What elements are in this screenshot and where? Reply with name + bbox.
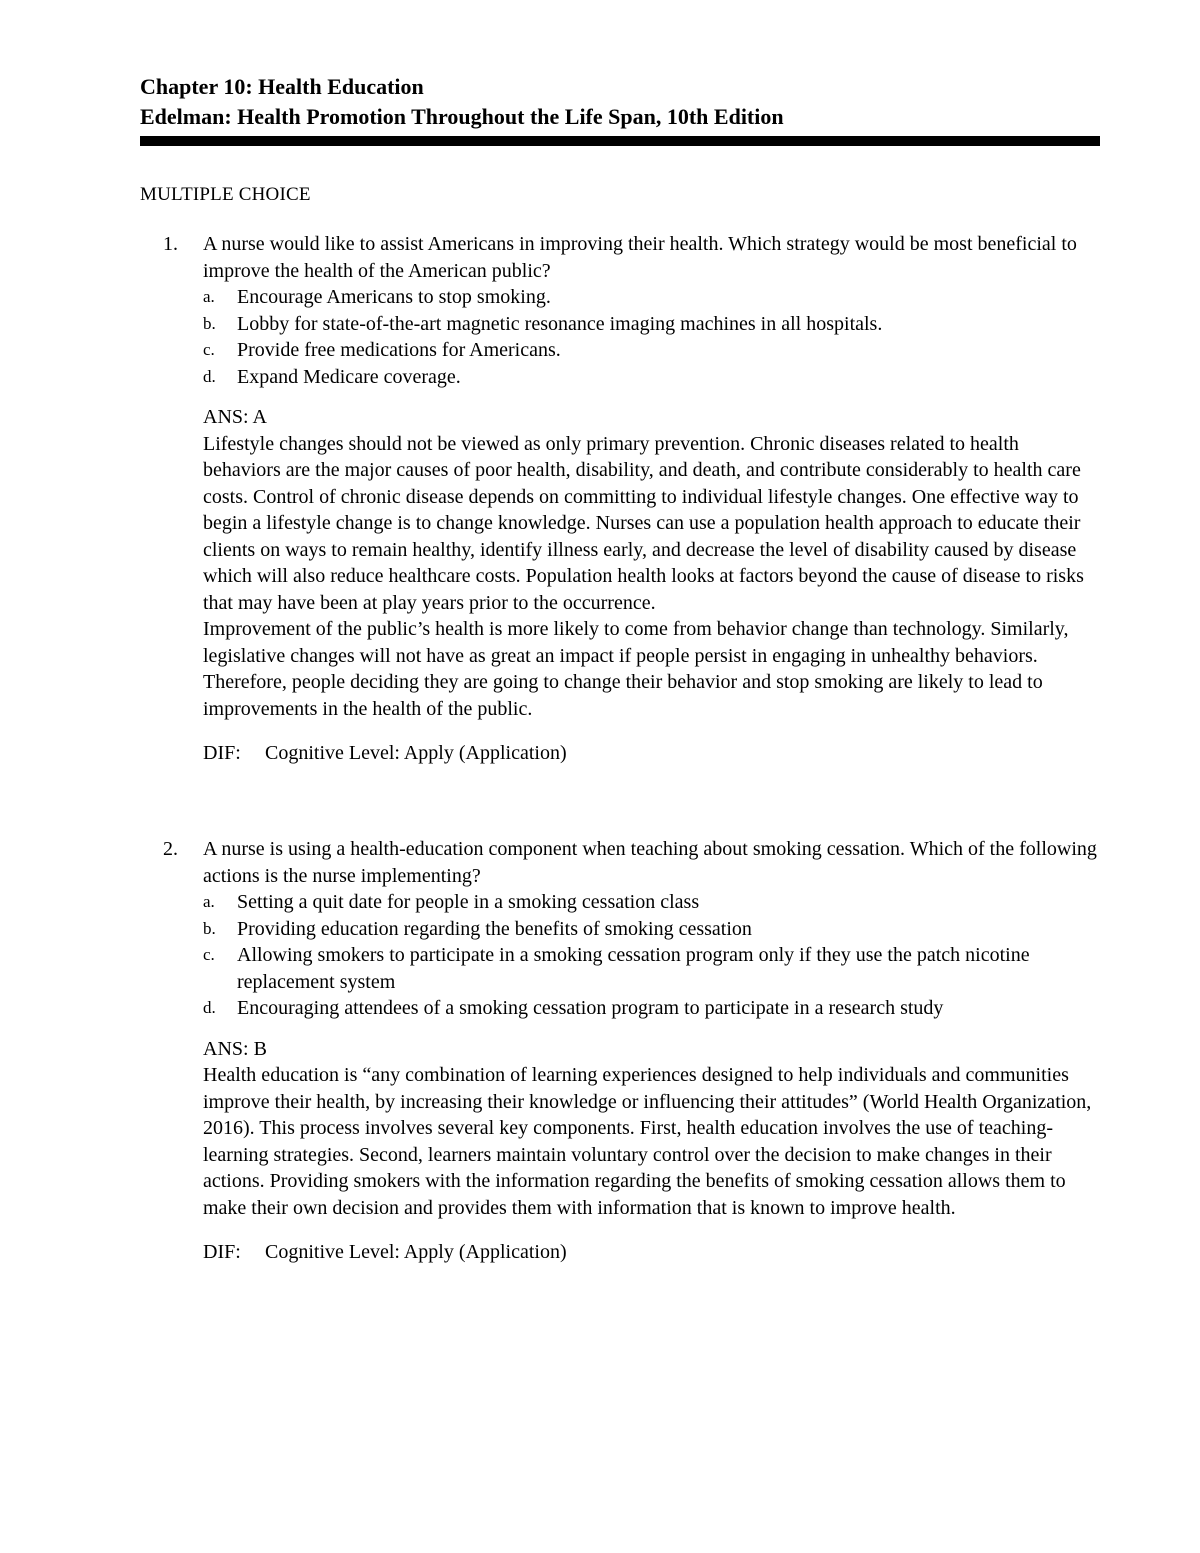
choice-text: Setting a quit date for people in a smoking cessation class: [237, 891, 700, 913]
choice-a: [203, 284, 1100, 311]
dif-value: Cognitive Level: Apply (Application): [265, 1241, 567, 1263]
rationale-paragraph: Lifestyle changes should not be viewed as only primary prevention. Chronic diseases related to health behaviors are the major causes of poor health, disability, and death, and contribute considerably to health care costs. Control of chronic disease depends on committing to individual lifestyle changes. One effective way to begin a lifestyle change is to change knowledge. Nurses can use a population health approach to educate their clients on ways to remain healthy, identify illness early, and decrease the level of disability caused by disease which will also reduce healthcare costs. Population health looks at factors beyond the cause of disease to risks that may have been at play years prior to the occurrence.: [203, 432, 1084, 614]
difficulty-line: [203, 740, 1100, 767]
dif-value: Cognitive Level: Apply (Application): [265, 742, 567, 764]
book-title: Edelman: Health Promotion Throughout the Life Span, 10th Edition: [140, 104, 784, 129]
section-label: MULTIPLE CHOICE: [140, 184, 311, 205]
dif-label: DIF:: [203, 1241, 241, 1263]
choice-letter: d.: [203, 998, 216, 1017]
rationale-paragraph: Improvement of the public’s health is more likely to come from behavior change than technology. Similarly, legislative changes will not have as great an impact if people persist in engaging in unhealthy behaviors. Therefore, people deciding they are going to change their behavior and stop smoking are likely to lead to improvements in the health of the public.: [203, 618, 1069, 720]
choice-list: [203, 889, 1100, 1022]
chapter-title: Chapter 10: Health Education: [140, 74, 424, 99]
question-number: 2.: [163, 838, 178, 860]
question-stem: A nurse is using a health-education component when teaching about smoking cessation. Which of the following actions is the nurse implementing?: [203, 838, 1097, 887]
dif-label: DIF:: [203, 742, 241, 764]
choice-letter: b.: [203, 918, 216, 938]
choice-b: [203, 916, 1100, 943]
question-1: [140, 231, 1100, 767]
choice-letter: a.: [203, 892, 215, 911]
document-header: [140, 72, 1100, 146]
choice-letter: c.: [203, 945, 215, 964]
difficulty-line: [203, 1239, 1100, 1266]
choice-text: Allowing smokers to participate in a smoking cessation program only if they use the patch nicotine replacement system: [237, 944, 1030, 993]
choice-text: Encouraging attendees of a smoking cessation program to participate in a research study: [237, 997, 944, 1019]
choice-d: [203, 995, 1100, 1022]
choice-letter: c.: [203, 340, 215, 359]
choice-letter: d.: [203, 366, 216, 386]
choice-c: [203, 337, 1100, 364]
question-number: 1.: [163, 233, 178, 255]
question-stem: A nurse would like to assist Americans in improving their health. Which strategy would be most beneficial to improve the health of the American public?: [203, 233, 1077, 282]
answer-key: ANS: B: [203, 1037, 267, 1060]
rationale-paragraph: Health education is “any combination of learning experiences designed to help individuals and communities improve their health, by increasing their knowledge or influencing their attitudes” (World Health Organization, 2016). This process involves several key components. First, health education involves the use of teaching-learning strategies. Second, learners maintain voluntary control over the decision to make changes in their actions. Providing smokers with the information regarding the benefits of smoking cessation allows them to make their own decision and provides them with information that is known to improve health.: [203, 1064, 1092, 1219]
choice-list: [203, 284, 1100, 390]
choice-text: Provide free medications for Americans.: [237, 339, 561, 361]
choice-text: Providing education regarding the benefits of smoking cessation: [237, 917, 752, 940]
choice-letter: a.: [203, 287, 215, 306]
choice-d: [203, 364, 1100, 391]
choice-text: Encourage Americans to stop smoking.: [237, 286, 551, 308]
choice-letter: b.: [203, 313, 216, 333]
choice-text: Lobby for state-of-the-art magnetic resonance imaging machines in all hospitals.: [237, 312, 883, 335]
choice-c: [203, 942, 1100, 995]
header-rule: [140, 136, 1100, 146]
question-2: [140, 836, 1100, 1266]
choice-a: [203, 889, 1100, 916]
choice-text: Expand Medicare coverage.: [237, 365, 461, 388]
choice-b: [203, 311, 1100, 338]
answer-key: ANS: A: [203, 406, 267, 428]
